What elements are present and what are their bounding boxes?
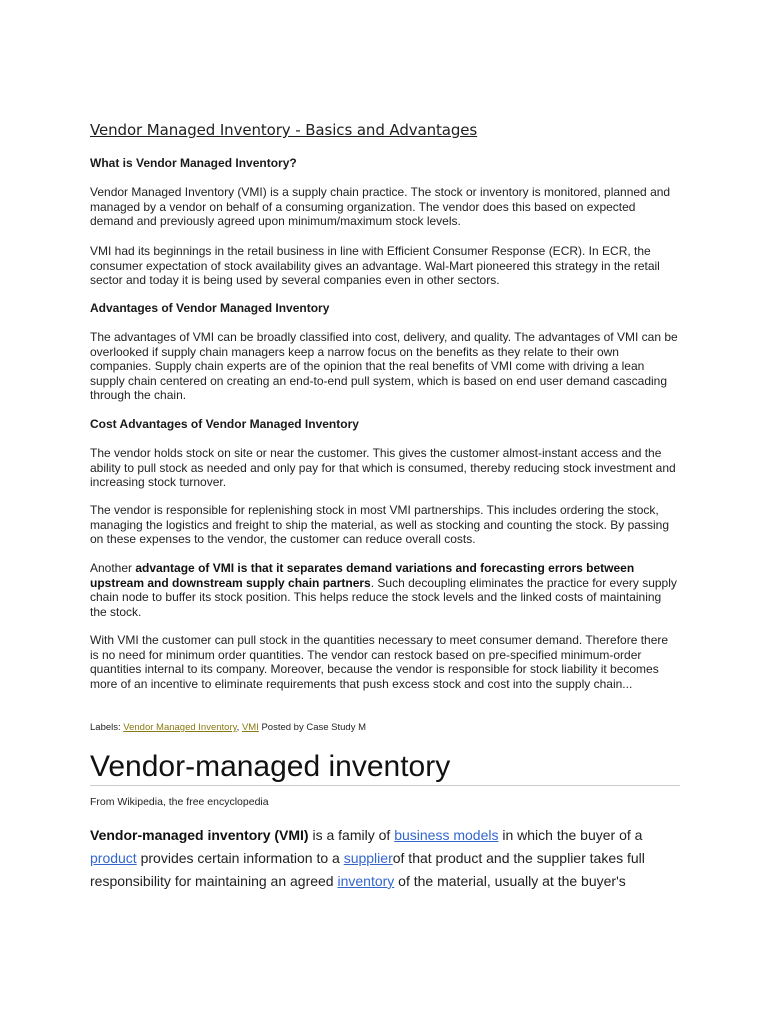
paragraph-vendor-replenishing: The vendor is responsible for replenishing stock in most VMI partnerships. This includes ordering the stock, managing the logistics and freight to ship the material, as well as stocking and counting the stock. By passing on these expenses to the vendor, the customer can reduce overall costs. xyxy=(90,503,669,547)
wiki-tagline: From Wikipedia, the free encyclopedia xyxy=(90,796,269,808)
paragraph-decoupling xyxy=(90,561,680,619)
para-text: Another xyxy=(90,561,136,575)
paragraph-vmi-definition: Vendor Managed Inventory (VMI) is a supply chain practice. The stock or inventory is monitored, planned and managed by a vendor on behalf of a consuming organization. The vendor does this based on expected demand and previously agreed upon minimum/maximum stock levels. xyxy=(90,185,671,229)
blog-post-title[interactable]: Vendor Managed Inventory - Basics and Advantages xyxy=(90,121,478,139)
heading-what-is-vmi: What is Vendor Managed Inventory? xyxy=(90,156,297,170)
link-business-models[interactable]: business models xyxy=(394,827,499,843)
labels-prefix: Labels: xyxy=(90,722,124,733)
paragraph-vendor-holds-stock: The vendor holds stock on site or near the customer. This gives the customer almost-instant access and the ability to pull stock as needed and only pay for that which is consumed, thereby reducing stock investment and increasing stock turnover. xyxy=(90,446,676,490)
posted-by: Posted by Case Study M xyxy=(258,722,367,733)
labels-separator: , xyxy=(236,722,242,733)
link-inventory[interactable]: inventory xyxy=(337,873,395,889)
post-labels xyxy=(90,722,366,733)
wiki-text: of that product and the supplier takes full responsibility for maintaining an agreed xyxy=(90,850,645,889)
link-product[interactable]: product xyxy=(90,850,137,866)
title-divider xyxy=(90,785,680,786)
wiki-term: Vendor-managed inventory (VMI) xyxy=(90,827,309,843)
wiki-text: provides certain information to a xyxy=(136,850,344,866)
para-text: . Such decoupling eliminates the practice for every supply chain node to buffer its stock position. This helps reduce the stock levels and the linked costs of maintaining the stock. xyxy=(90,575,677,619)
label-link-vmi[interactable]: VMI xyxy=(241,722,259,733)
label-link-vendor-managed-inventory[interactable]: Vendor Managed Inventory xyxy=(123,722,237,733)
wiki-text: in which the buyer of a xyxy=(498,827,643,843)
wiki-text: is a family of xyxy=(308,827,395,843)
para-bold-text: advantage of VMI is that it separates demand variations and forecasting errors between upstream and downstream supply chain partners xyxy=(90,561,635,590)
paragraph-advantages: The advantages of VMI can be broadly classified into cost, delivery, and quality. The advantages of VMI can be overlooked if supply chain managers keep a narrow focus on the benefits as they relate to their own companies. Supply chain experts are of the opinion that the real benefits of VMI come with driving a lean supply chain centered on creating an end-to-end pull system, which is based on end user demand cascading through the chain. xyxy=(90,330,678,403)
heading-advantages: Advantages of Vendor Managed Inventory xyxy=(90,301,330,315)
wiki-article-title: Vendor-managed inventory xyxy=(90,750,451,783)
heading-cost-advantages: Cost Advantages of Vendor Managed Inventory xyxy=(90,417,359,431)
wiki-intro-paragraph xyxy=(90,824,690,893)
paragraph-pull-stock: With VMI the customer can pull stock in the quantities necessary to meet consumer demand. Therefore there is no need for minimum order quantities. The vendor can restock based on pre-specified minimum-order quantities internal to its company. Moreover, because the vendor is responsible for stock liability it becomes more of an incentive to eliminate requirements that push excess stock and cost into the supply chain... xyxy=(90,633,669,691)
link-supplier[interactable]: supplier xyxy=(343,850,393,866)
paragraph-vmi-history: VMI had its beginnings in the retail business in line with Efficient Consumer Response (ECR). In ECR, the consumer expectation of stock availability gives an advantage. Wal-Mart pioneered this strategy in the retail sector and today it is being used by several companies even in other sectors. xyxy=(90,244,660,288)
wiki-text: of the material, usually at the buyer's xyxy=(394,873,626,889)
